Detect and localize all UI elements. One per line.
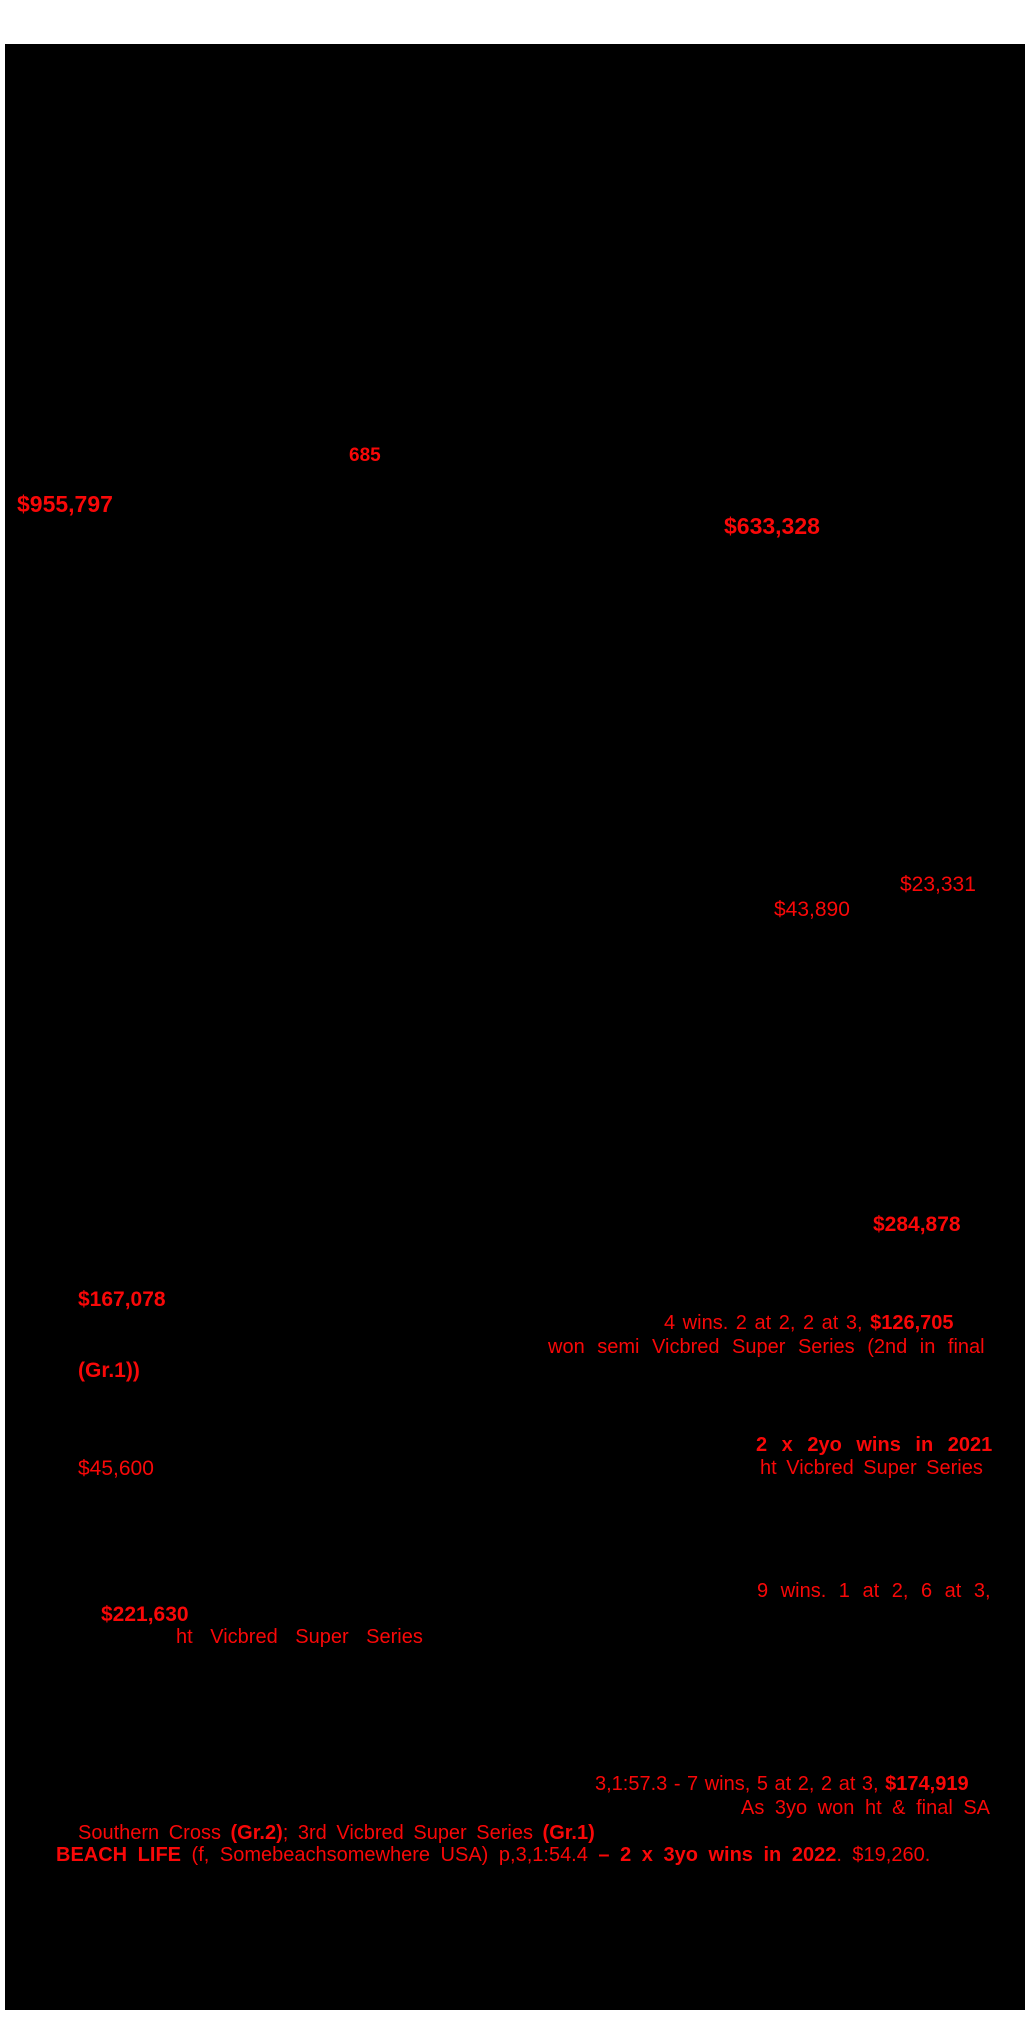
beach-life-breeding: (f, Somebeachsomewhere USA) p,3,1:54.4 [181,1844,599,1866]
beach-life-entry-line [56,1844,930,1866]
beach-life-earnings: . $19,260. [836,1844,931,1866]
sa-final-note: As 3yo won ht & final SA [741,1797,991,1819]
race-record-7wins-text: 3,1:57.3 - 7 wins, 5 at 2, 2 at 3, [595,1773,886,1795]
southern-cross-group1: (Gr.1) [542,1822,595,1844]
ht-vicbred-note-left: ht Vicbred Super Series [176,1626,423,1648]
southern-cross-race: Southern Cross [78,1822,231,1844]
race-record-4wins-earnings: $126,705 [870,1312,954,1334]
group1-suffix-correction: (Gr.1)) [78,1359,140,1382]
page-background [5,44,1025,2010]
beach-life-horse-name: BEACH LIFE [56,1844,181,1866]
earnings-23331-correction: $23,331 [900,873,976,896]
earnings-633328-correction: $633,328 [724,513,820,539]
southern-cross-line [78,1822,595,1844]
southern-cross-group2: (Gr.2) [230,1822,283,1844]
ht-vicbred-note-right: ht Vicbred Super Series [760,1457,983,1479]
earnings-284878-correction: $284,878 [873,1213,961,1236]
earnings-43890-correction: $43,890 [774,898,850,921]
race-record-7wins-earnings: $174,919 [885,1773,969,1795]
earnings-221630-correction: $221,630 [101,1603,189,1626]
beach-life-wins-2022: – 2 x 3yo wins in 2022 [598,1844,837,1866]
race-record-7wins [595,1773,969,1795]
southern-cross-vicbred: ; 3rd Vicbred Super Series [282,1822,543,1844]
race-record-4wins [664,1312,954,1334]
vicbred-semi-note: won semi Vicbred Super Series (2nd in final [548,1336,985,1358]
earnings-167078-correction: $167,078 [78,1288,166,1311]
race-record-4wins-text: 4 wins. 2 at 2, 2 at 3, [664,1312,871,1334]
sire-earnings-correction: $955,797 [17,491,113,517]
race-record-9wins: 9 wins. 1 at 2, 6 at 3, [757,1580,991,1602]
wins-2021-note: 2 x 2yo wins in 2021 [756,1434,993,1456]
foal-count-correction: 685 [349,445,381,466]
earnings-45600-correction: $45,600 [78,1457,154,1480]
